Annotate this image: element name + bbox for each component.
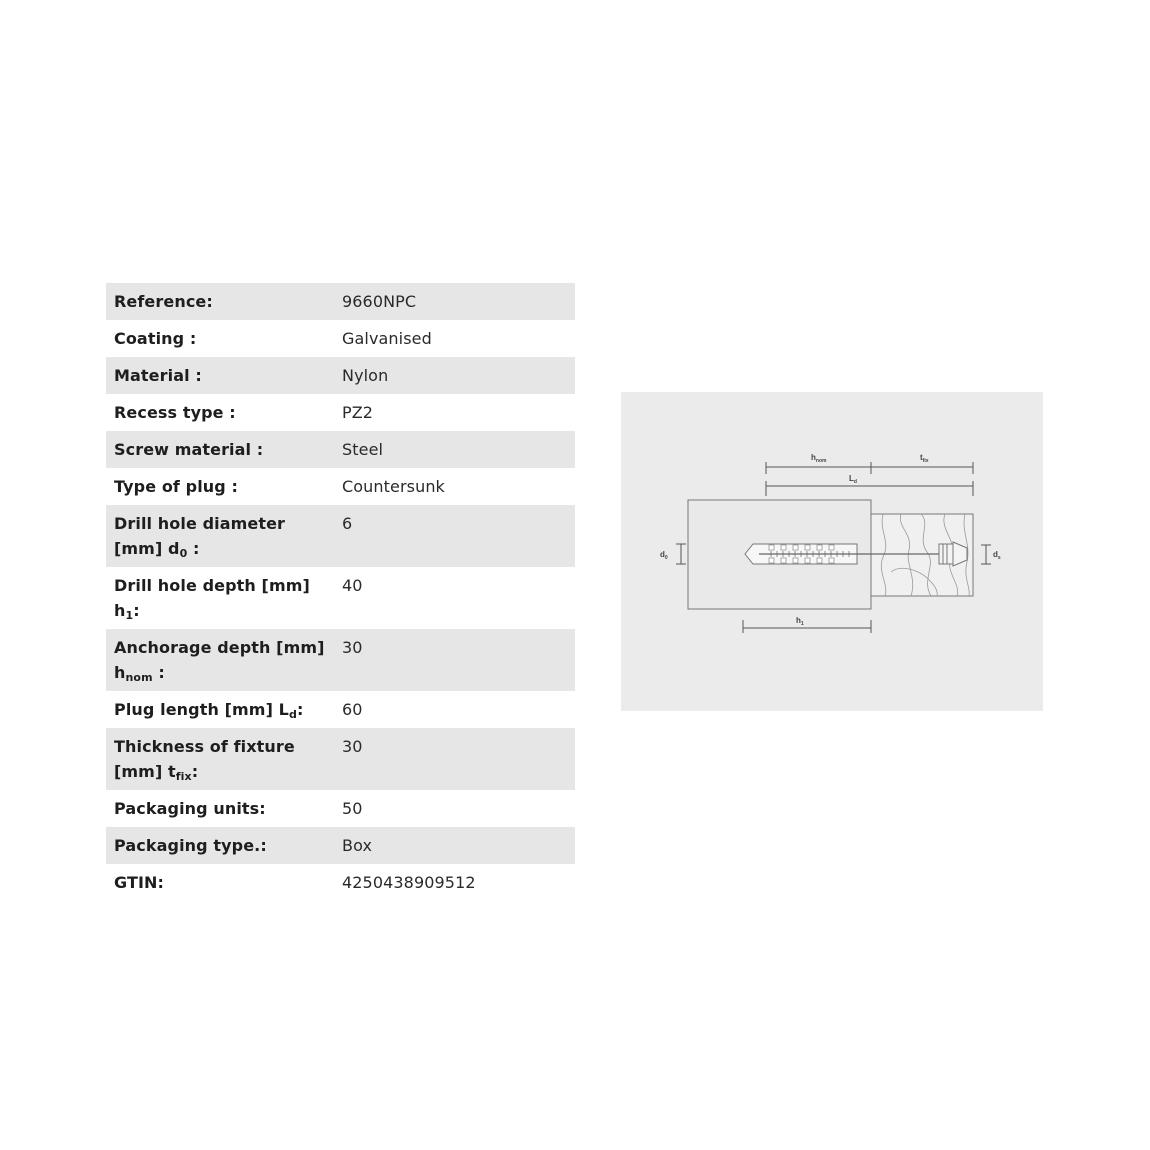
spec-value: 50 — [342, 799, 363, 818]
label-h-1: $h_1$ — [796, 616, 804, 627]
technical-drawing — [621, 392, 1043, 711]
anchor-diagram — [621, 392, 1043, 711]
spec-label: GTIN: — [114, 873, 165, 892]
spec-value: 9660NPC — [336, 283, 575, 320]
spec-value: Box — [336, 827, 575, 864]
spec-label: Screw material : — [106, 431, 336, 468]
spec-label: Packaging units: — [114, 799, 266, 818]
spec-value: 40 — [342, 576, 363, 595]
spec-row-material — [106, 357, 575, 394]
spec-row-plug-type — [106, 468, 575, 505]
spec-label: Drill hole depth [mm] $h_1$: — [114, 576, 310, 622]
spec-row-gtin — [106, 864, 575, 901]
label-d-s: $d_s$ — [993, 550, 1001, 561]
spec-row-reference — [106, 283, 575, 320]
spec-label: Drill hole diameter [mm] $d_0$ : — [106, 505, 336, 567]
spec-row-plug-length — [106, 691, 575, 728]
spec-value: 60 — [342, 700, 363, 719]
spec-row-screw-material — [106, 431, 575, 468]
spec-label: Coating : — [114, 329, 197, 348]
spec-value: PZ2 — [342, 403, 374, 422]
spec-value: Steel — [336, 431, 575, 468]
spec-row-drill-hole-diameter — [106, 505, 575, 567]
label-d-0: $d_0$ — [660, 550, 668, 561]
spec-value: Countersunk — [342, 477, 445, 496]
spec-label: Anchorage depth [mm] $h_{nom}$ : — [106, 629, 336, 691]
spec-value: Nylon — [336, 357, 575, 394]
spec-row-recess-type — [106, 394, 575, 431]
specifications-table — [106, 283, 575, 901]
label-l-d: $L_d$ — [849, 474, 857, 485]
spec-label: Plug length [mm] $L_d$: — [114, 700, 304, 721]
label-h-nom: $h_{nom}$ — [811, 453, 827, 464]
label-t-fix: $t_{fix}$ — [920, 453, 929, 464]
spec-value: 4250438909512 — [342, 873, 476, 892]
spec-value: 30 — [336, 728, 575, 790]
spec-label: Type of plug : — [114, 477, 238, 496]
spec-label: Thickness of fixture [mm] $t_{fix}$: — [106, 728, 336, 790]
spec-value: 6 — [336, 505, 575, 567]
spec-row-coating — [106, 320, 575, 357]
spec-row-packaging-type — [106, 827, 575, 864]
spec-row-packaging-units — [106, 790, 575, 827]
spec-value: 30 — [336, 629, 575, 691]
spec-value: Galvanised — [342, 329, 432, 348]
spec-row-drill-hole-depth — [106, 567, 575, 629]
spec-row-anchorage-depth — [106, 629, 575, 691]
spec-row-fixture-thickness — [106, 728, 575, 790]
plug-collar — [939, 544, 953, 564]
spec-label: Reference: — [106, 283, 336, 320]
spec-label: Packaging type.: — [106, 827, 336, 864]
spec-label: Recess type : — [114, 403, 236, 422]
spec-label: Material : — [106, 357, 336, 394]
